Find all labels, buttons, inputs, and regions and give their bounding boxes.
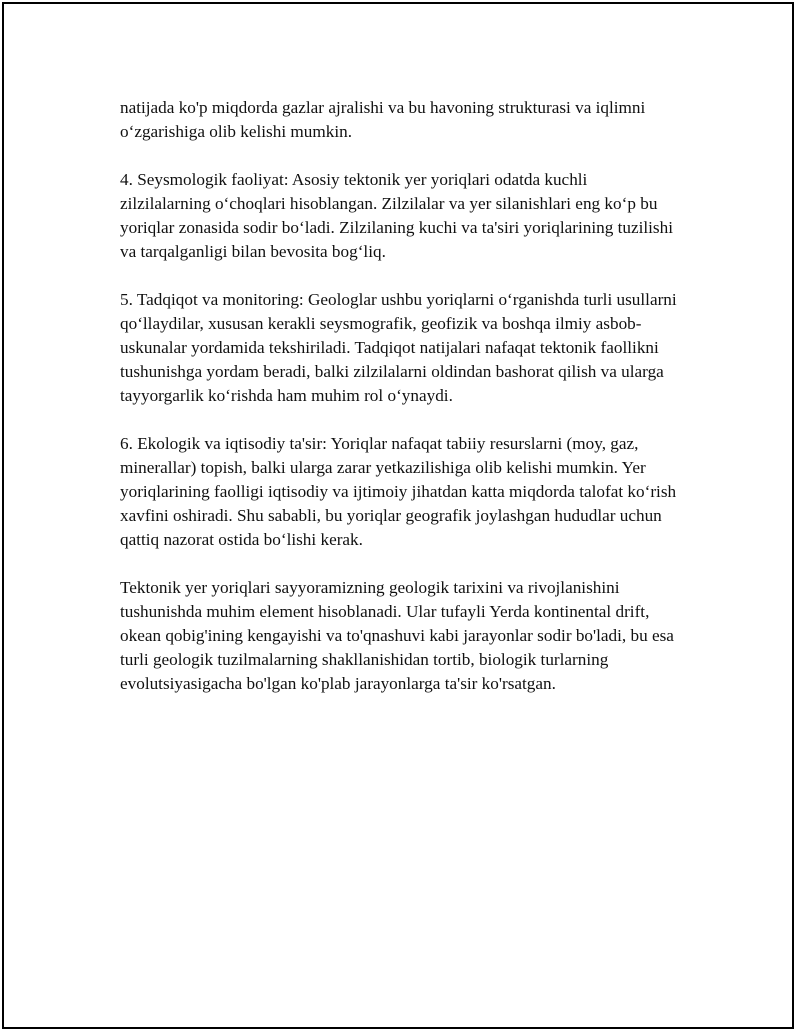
document-page: [2, 2, 794, 1029]
paragraph-research-monitoring: 5. Tadqiqot va monitoring: Geologlar ushbu yoriqlarni o‘rganishda turli usullarni qo‘llaydilar, xususan kerakli seysmografik, geofizik va boshqa ilmiy asbob-uskunalar yordamida tekshiriladi. Tadqiqot natijalari nafaqat tektonik faollikni tushunishga yordam beradi, balki zilzilalarni oldindan bashorat qilish va ularga tayyorgarlik ko‘rishda ham muhim rol o‘ynaydi.: [120, 290, 677, 405]
paragraph-conclusion: Tektonik yer yoriqlari sayyoramizning geologik tarixini va rivojlanishini tushunishda muhim element hisoblanadi. Ular tufayli Yerda kontinental drift, okean qobig'ining kengayishi va to'qnashuvi kabi jarayonlar sodir bo'ladi, bu esa turli geologik tuzilmalarning shakllanishidan tortib, biologik turlarning evolutsiyasigacha bo'lgan ko'plab jarayonlarga ta'sir ko'rsatgan.: [120, 578, 674, 693]
paragraph-seismic-activity: 4. Seysmologik faoliyat: Asosiy tektonik yer yoriqlari odatda kuchli zilzilalarning o‘choqlari hisoblangan. Zilzilalar va yer silanishlari eng ko‘p bu yoriqlar zonasida sodir bo‘ladi. Zilzilaning kuchi va ta'siri yoriqlarining tuzilishi va tarqalganligi bilan bevosita bog‘liq.: [120, 170, 673, 261]
paragraph-ecological-economic: 6. Ekologik va iqtisodiy ta'sir: Yoriqlar nafaqat tabiiy resurslarni (moy, gaz, minerallar) topish, balki ularga zarar yetkazilishiga olib kelishi mumkin. Yer yoriqlarining faolligi iqtisodiy va ijtimoiy jihatdan katta miqdorda talofat ko‘rish xavfini oshiradi. Shu sababli, bu yoriqlar geografik joylashgan hududlar uchun qattiq nazorat ostida bo‘lishi kerak.: [120, 434, 677, 549]
document-body: [120, 96, 680, 720]
paragraph-gas-release: natijada ko'p miqdorda gazlar ajralishi va bu havoning strukturasi va iqlimni o‘zgarishiga olib kelishi mumkin.: [120, 98, 646, 141]
